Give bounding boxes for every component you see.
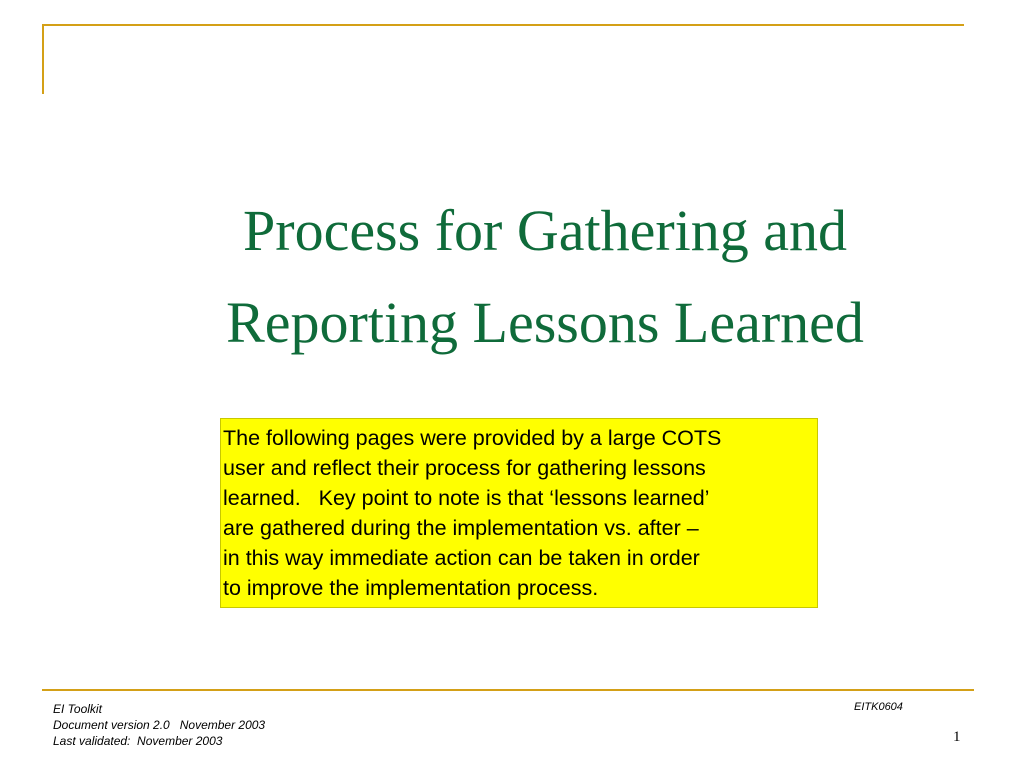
corner-rule-top <box>42 24 964 26</box>
slide-title-line: Reporting Lessons Learned <box>226 289 864 355</box>
footer-toolkit-name: EI Toolkit <box>53 702 102 716</box>
page-number: 1 <box>953 729 961 745</box>
callout-line: learned. Key point to note is that ‘lessons learned’ <box>223 486 710 510</box>
callout-line: in this way immediate action can be taken in order <box>223 546 700 570</box>
slide-title-line: Process for Gathering and <box>243 198 847 263</box>
corner-rule-left <box>42 24 44 94</box>
footer-document-version: Document version 2.0 November 2003 <box>53 718 266 732</box>
slide-title <box>100 185 990 368</box>
footer-info <box>53 701 265 749</box>
callout-line: to improve the implementation process. <box>223 576 599 600</box>
footer-last-validated: Last validated: November 2003 <box>53 734 223 748</box>
footer-rule <box>42 689 974 691</box>
highlight-callout <box>220 418 818 608</box>
callout-line: user and reflect their process for gathering lessons <box>223 456 706 480</box>
callout-line: are gathered during the implementation vs. after – <box>223 516 699 540</box>
document-code: EITK0604 <box>854 701 903 713</box>
callout-line: The following pages were provided by a large COTS <box>223 426 722 450</box>
